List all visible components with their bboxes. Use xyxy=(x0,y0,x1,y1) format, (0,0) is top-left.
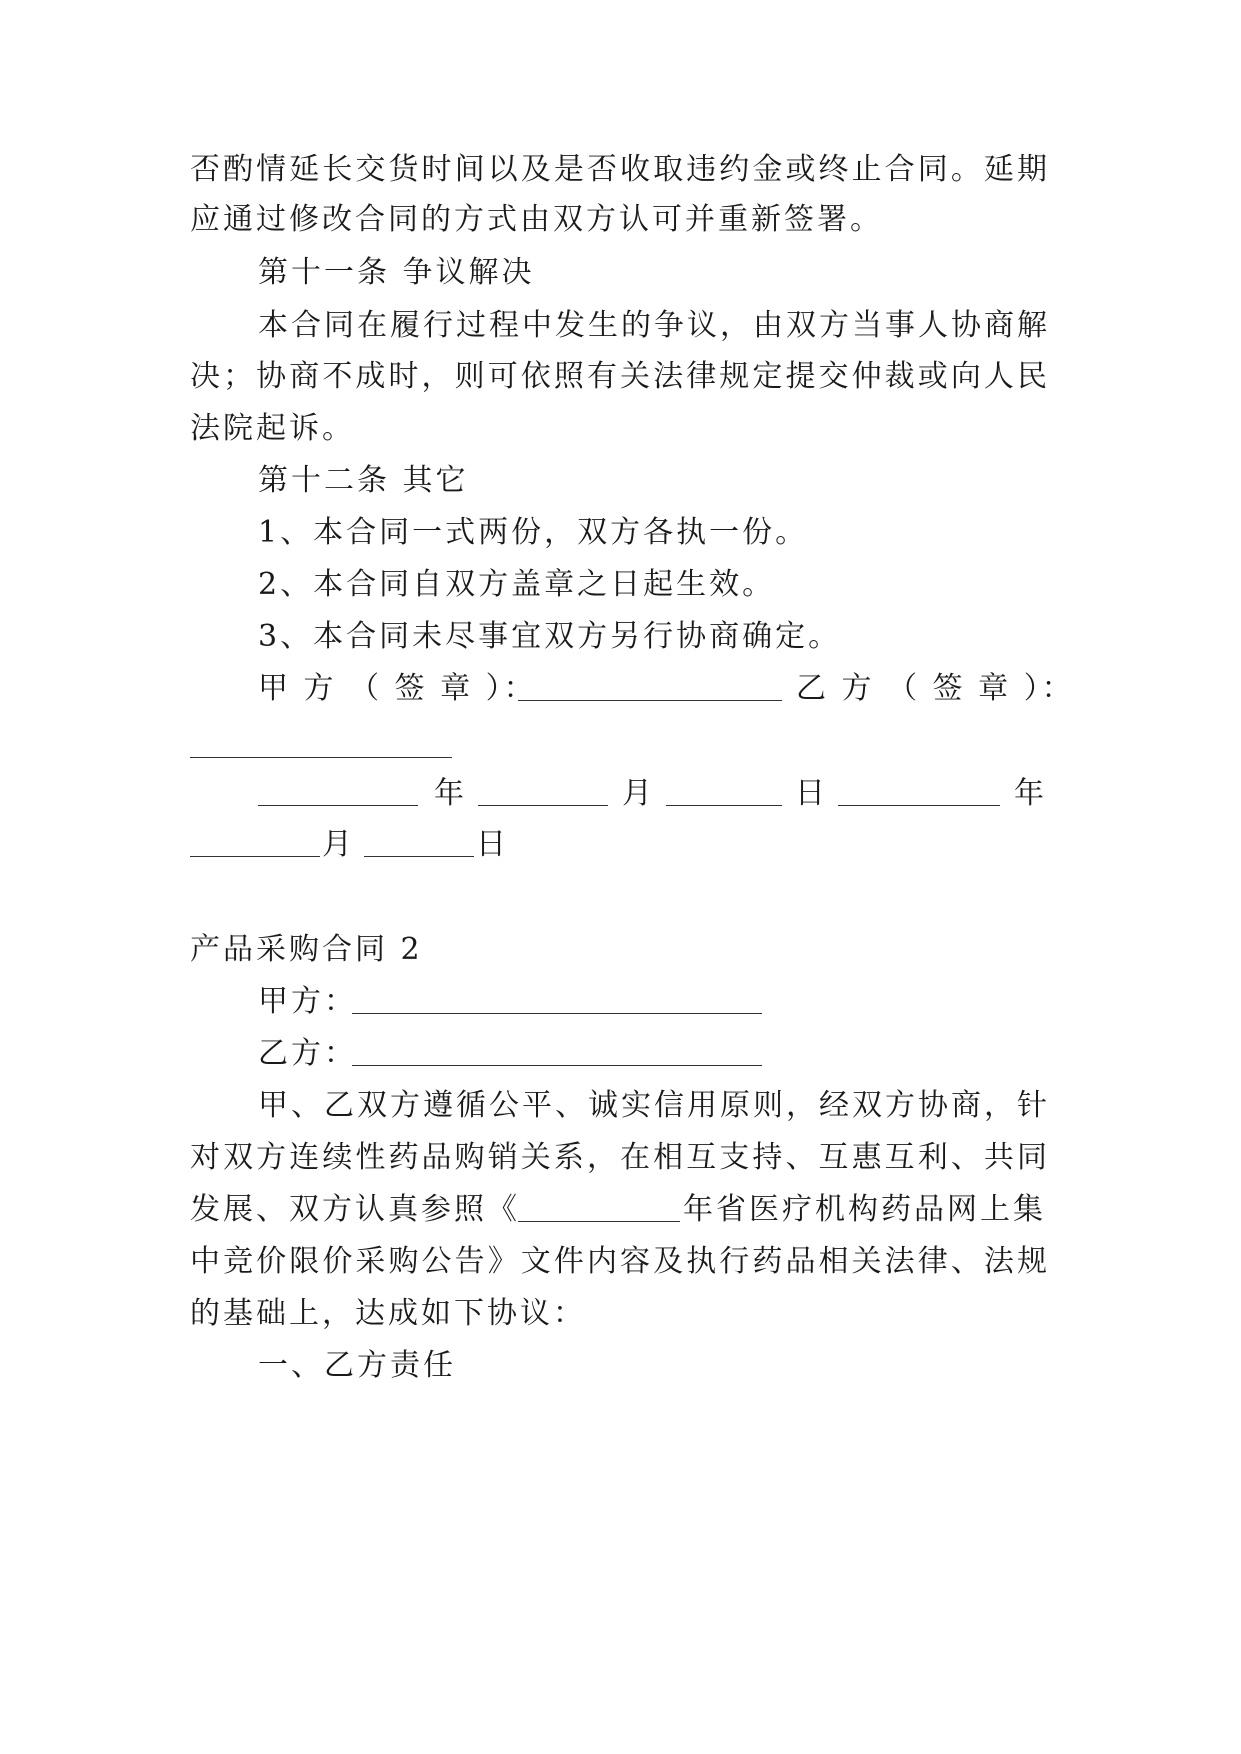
list-item: 1、本合同一式两份，双方各执一份。 xyxy=(258,515,809,550)
list-item: 2、本合同自双方盖章之日起生效。 xyxy=(258,567,776,602)
paragraph-line: 法院起诉。 xyxy=(190,411,355,446)
paragraph-line: 中竞价限价采购公告》文件内容及执行药品相关法律、法规 xyxy=(190,1244,1050,1279)
article-heading: 第十一条 争议解决 xyxy=(258,255,535,290)
party-b-signature-blank xyxy=(190,757,452,758)
date-blank xyxy=(666,805,782,806)
date-blank xyxy=(190,856,320,857)
paragraph-line: 本合同在履行过程中发生的争议，由双方当事人协商解 xyxy=(258,308,1050,343)
party-b-label: 乙方： xyxy=(258,1036,357,1071)
date-day-label: 日 xyxy=(795,776,828,811)
party-b-signature-label: 乙 方 （ 签 章 ）： xyxy=(796,671,1075,706)
date-blank xyxy=(478,805,608,806)
paragraph-line: 年省医疗机构药品网上集 xyxy=(683,1192,1046,1227)
party-a-signature-label: 甲 方 （ 签 章 ）： xyxy=(258,671,537,706)
date-year-label: 年 xyxy=(434,776,467,811)
paragraph-line: 甲、乙双方遵循公平、诚实信用原则，经双方协商，针 xyxy=(258,1088,1050,1123)
date-blank xyxy=(258,805,418,806)
paragraph-line: 决；协商不成时，则可依照有关法律规定提交仲裁或向人民 xyxy=(190,359,1050,394)
paragraph-line: 发展、双方认真参照《 xyxy=(190,1192,520,1227)
paragraph-line: 对双方连续性药品购销关系，在相互支持、互惠互利、共同 xyxy=(190,1140,1050,1175)
date-month-label: 月 xyxy=(622,776,655,811)
date-day-label: 日 xyxy=(476,827,509,862)
paragraph-line: 的基础上，达成如下协议： xyxy=(190,1296,586,1331)
date-blank xyxy=(364,856,474,857)
date-month-label: 月 xyxy=(322,827,355,862)
section-heading: 一、乙方责任 xyxy=(258,1348,456,1383)
paragraph-line: 否酌情延长交货时间以及是否收取违约金或终止合同。延期 xyxy=(190,152,1050,187)
year-blank xyxy=(518,1221,680,1222)
list-item: 3、本合同未尽事宜双方另行协商确定。 xyxy=(258,619,842,654)
article-heading: 第十二条 其它 xyxy=(258,463,469,498)
date-year-label: 年 xyxy=(1014,776,1047,811)
party-a-signature-blank xyxy=(518,700,782,701)
party-b-name-blank xyxy=(352,1065,762,1066)
date-blank xyxy=(838,805,1000,806)
paragraph-line: 应通过修改合同的方式由双方认可并重新签署。 xyxy=(190,202,883,237)
party-a-name-blank xyxy=(352,1013,762,1014)
party-a-label: 甲方： xyxy=(258,984,357,1019)
contract-title: 产品采购合同 2 xyxy=(190,932,423,967)
